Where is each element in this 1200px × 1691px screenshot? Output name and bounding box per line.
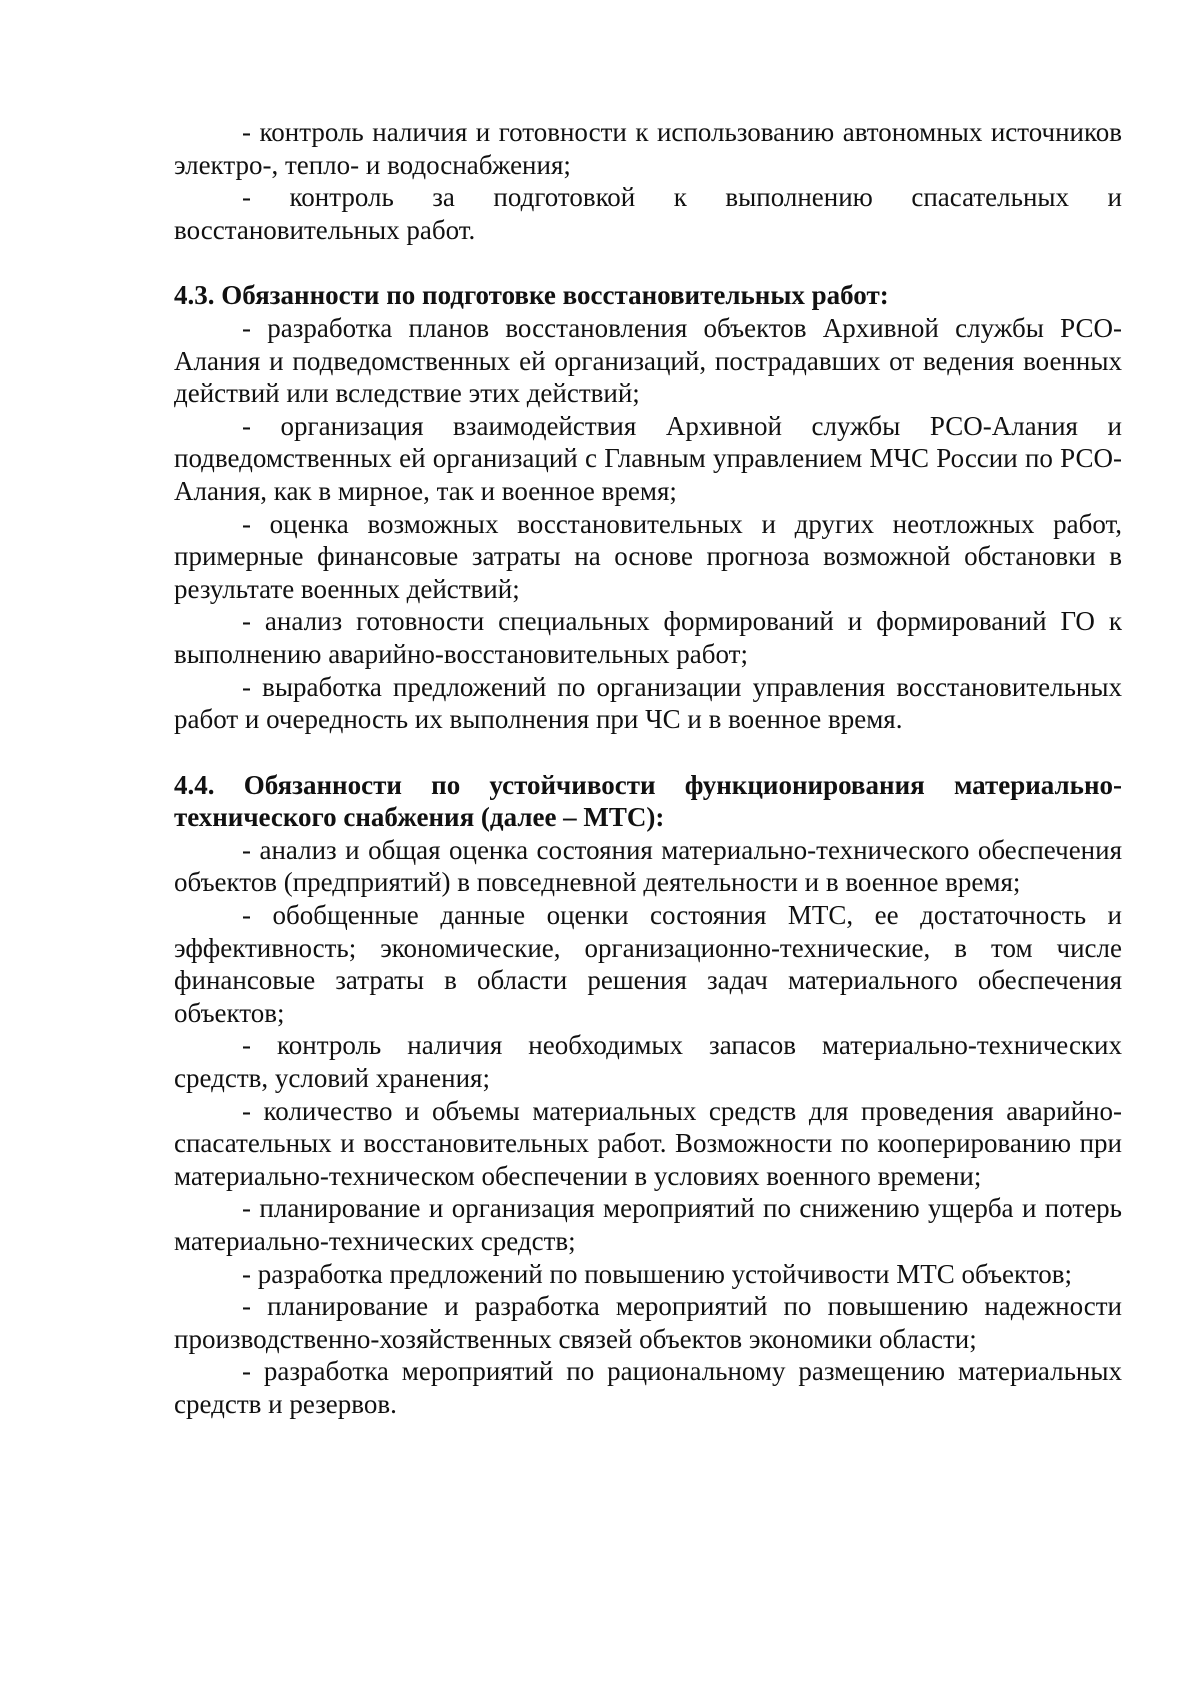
paragraph-stock-control: - контроль наличия необходимых запасов материально-технических средств, условий хранения; xyxy=(174,1030,1122,1094)
paragraph-reliability-measures: - планирование и разработка мероприятий по повышению надежности производственно-хозяйственных связей объектов экономики области; xyxy=(174,1291,1122,1354)
paragraph-interaction-organization: - организация взаимодействия Архивной службы РСО-Алания и подведомственных ей организаций с Главным управлением МЧС России по РСО-Алания, как в мирное, так и военное время; xyxy=(174,410,1122,506)
paragraph-mts-summary-data: - обобщенные данные оценки состояния МТС, ее достаточность и эффективность; экономические, организационно-технические, в том числе финансовые затраты в области решения задач материального обеспечения объектов; xyxy=(174,900,1122,1028)
paragraph-restoration-plans: - разработка планов восстановления объектов Архивной службы РСО-Алания и подведомственных ей организаций, пострадавших от ведения военных действий или вследствие этих действий; xyxy=(174,312,1122,409)
paragraph-readiness-analysis: - анализ готовности специальных формирований и формирований ГО к выполнению аварийно-восстановительных работ; xyxy=(174,606,1122,669)
paragraph-rational-placement: - разработка мероприятий по рациональному размещению материальных средств и резервов. xyxy=(174,1356,1122,1419)
section-spacer xyxy=(174,736,1122,769)
paragraph-material-volumes: - количество и объемы материальных средств для проведения аварийно-спасательных и восстановительных работ. Возможности по кооперированию при материально-техническом обеспечении в условиях военного времени; xyxy=(174,1095,1122,1191)
paragraph-loss-reduction: - планирование и организация мероприятий по снижению ущерба и потерь материально-технических средств; xyxy=(174,1193,1122,1256)
section-heading-4-4: 4.4. Обязанности по устойчивости функционирования материально-технического снабжения (далее – МТС): xyxy=(174,769,1122,833)
section-spacer xyxy=(174,246,1122,279)
paragraph-autonomous-sources-control: - контроль наличия и готовности к использованию автономных источников электро-, тепло- и водоснабжения; xyxy=(174,117,1122,180)
paragraph-rescue-works-control: - контроль за подготовкой к выполнению спасательных и восстановительных работ. xyxy=(174,182,1122,245)
paragraph-works-assessment: - оценка возможных восстановительных и других неотложных работ, примерные финансовые затраты на основе прогноза возможной обстановки в результате военных действий; xyxy=(174,508,1122,604)
paragraph-mts-state-analysis: - анализ и общая оценка состояния материально-технического обеспечения объектов (предприятий) в повседневной деятельности и в военное время; xyxy=(174,834,1122,898)
section-heading-4-3: 4.3. Обязанности по подготовке восстановительных работ: xyxy=(174,280,889,311)
document-body xyxy=(174,116,1122,1421)
paragraph-stability-proposals: - разработка предложений по повышению устойчивости МТС объектов; xyxy=(242,1258,1072,1289)
paragraph-management-proposals: - выработка предложений по организации управления восстановительных работ и очередность их выполнения при ЧС и в военное время. xyxy=(174,671,1122,735)
